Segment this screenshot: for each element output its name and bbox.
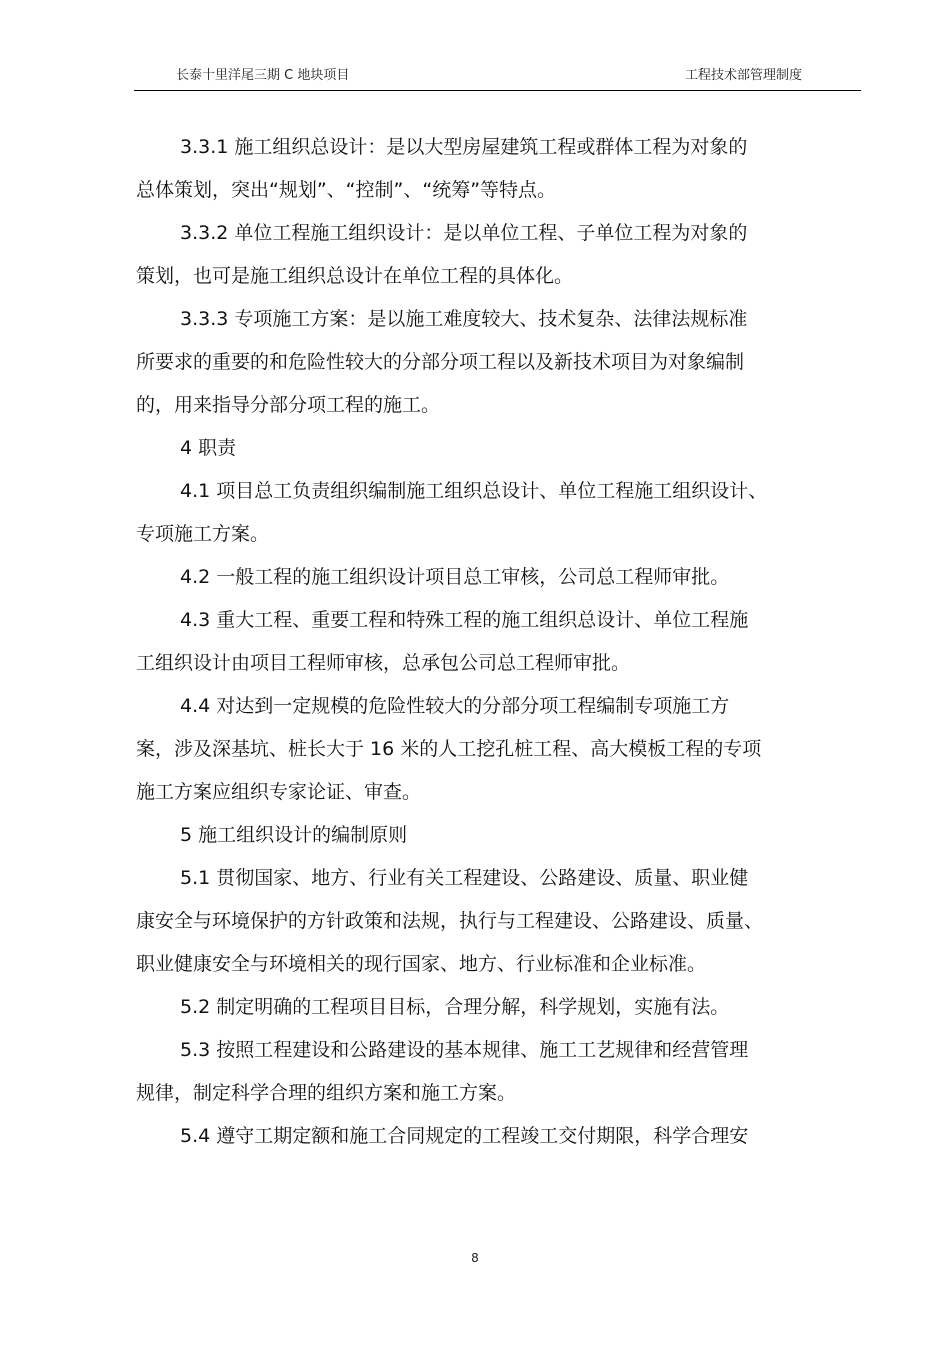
paragraph-line: 规律，制定科学合理的组织方案和施工方案。 [136, 1082, 517, 1104]
paragraph-line: 所要求的重要的和危险性较大的分部分项工程以及新技术项目为对象编制 [136, 351, 745, 373]
body-text [136, 126, 836, 1158]
paragraph-line: 4.2 一般工程的施工组织设计项目总工审核，公司总工程师审批。 [180, 566, 730, 588]
paragraph-line: 4.1 项目总工负责组织编制施工组织总设计、单位工程施工组织设计、 [180, 480, 768, 502]
paragraph-line: 策划，也可是施工组织总设计在单位工程的具体化。 [136, 265, 574, 287]
section-heading: 5 施工组织设计的编制原则 [180, 824, 408, 846]
paragraph-line: 的，用来指导分部分项工程的施工。 [136, 394, 441, 416]
paragraph-line: 总体策划，突出“规划”、“控制”、“统筹”等特点。 [136, 179, 557, 201]
paragraph-line: 施工方案应组织专家论证、审查。 [136, 781, 422, 803]
paragraph-line: 5.1 贯彻国家、地方、行业有关工程建设、公路建设、质量、职业健 [180, 867, 749, 889]
paragraph-line: 工组织设计由项目工程师审核，总承包公司总工程师审批。 [136, 652, 631, 674]
paragraph-line: 职业健康安全与环境相关的现行国家、地方、行业标准和企业标准。 [136, 953, 707, 975]
paragraph-line: 5.4 遵守工期定额和施工合同规定的工程竣工交付期限，科学合理安 [180, 1125, 749, 1147]
header-project-name: 长泰十里洋尾三期 C 地块项目 [176, 68, 350, 83]
section-heading: 4 职责 [180, 437, 237, 459]
paragraph-line: 3.3.3 专项施工方案：是以施工难度较大、技术复杂、法律法规标准 [180, 308, 748, 330]
paragraph-line: 专项施工方案。 [136, 523, 270, 545]
paragraph-line: 3.3.1 施工组织总设计：是以大型房屋建筑工程或群体工程为对象的 [180, 136, 748, 158]
paragraph-line: 5.3 按照工程建设和公路建设的基本规律、施工工艺规律和经营管理 [180, 1039, 749, 1061]
page-number: 8 [471, 1251, 479, 1265]
paragraph-line: 康安全与环境保护的方针政策和法规，执行与工程建设、公路建设、质量、 [136, 910, 764, 932]
paragraph-line: 5.2 制定明确的工程项目目标，合理分解，科学规划，实施有法。 [180, 996, 730, 1018]
header-document-title: 工程技术部管理制度 [684, 68, 802, 83]
paragraph-line: 案，涉及深基坑、桩长大于 16 米的人工挖孔桩工程、高大模板工程的专项 [136, 738, 762, 760]
header-divider [134, 90, 861, 91]
paragraph-line: 3.3.2 单位工程施工组织设计：是以单位工程、子单位工程为对象的 [180, 222, 748, 244]
paragraph-line: 4.3 重大工程、重要工程和特殊工程的施工组织总设计、单位工程施 [180, 609, 749, 631]
paragraph-line: 4.4 对达到一定规模的危险性较大的分部分项工程编制专项施工方 [180, 695, 730, 717]
